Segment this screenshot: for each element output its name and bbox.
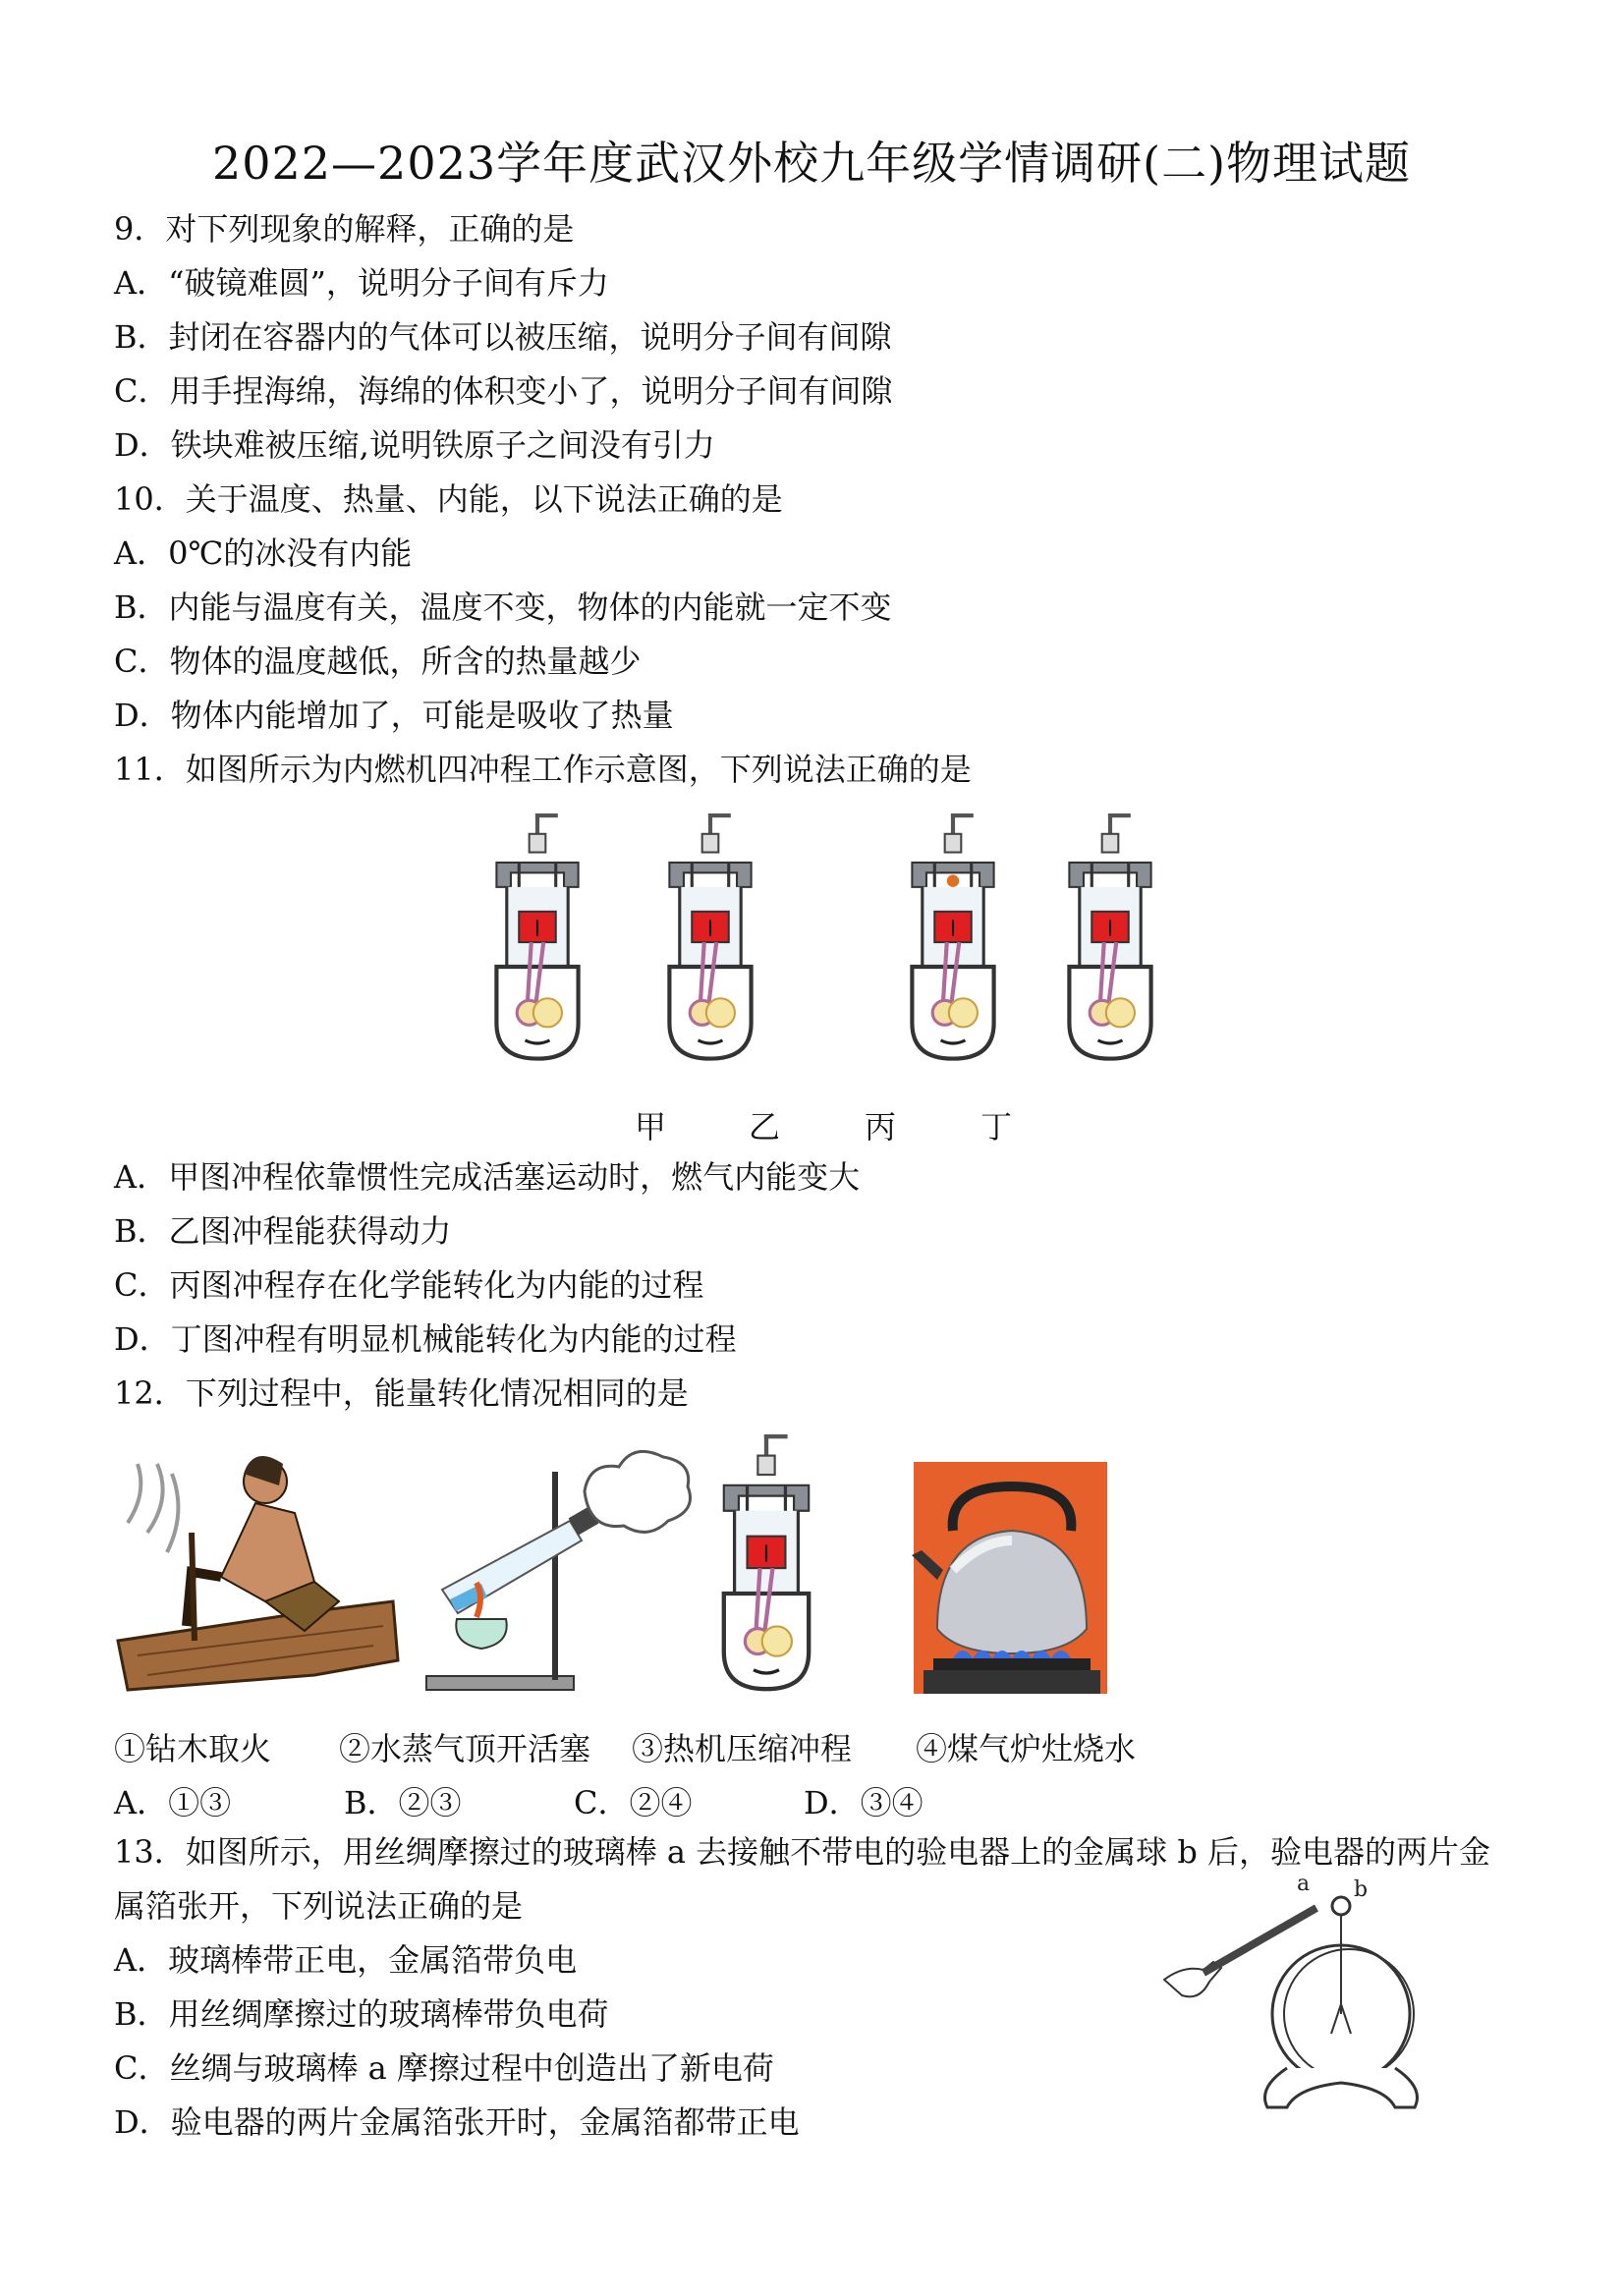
kettle-stove-icon — [914, 1462, 1107, 1694]
question-13-option-d: D．验电器的两片金属箔张开时，金属箔都带正电 — [114, 2103, 800, 2141]
electroscope-label-a: a — [1297, 1872, 1311, 1896]
question-13-option-a: A．玻璃棒带正电，金属箔带负电 — [114, 1941, 578, 1979]
question-11-option-a: A．甲图冲程依靠惯性完成活塞运动时，燃气内能变大 — [114, 1158, 861, 1196]
question-9-option-c: C．用手捏海绵，海绵的体积变小了，说明分子间有间隙 — [114, 372, 893, 410]
electroscope-icon — [1159, 1867, 1444, 2112]
question-11-option-b: B．乙图冲程能获得动力 — [114, 1212, 452, 1250]
electroscope-label-b: b — [1354, 1877, 1369, 1902]
engine-diagram-icon — [1036, 813, 1184, 1069]
caption-1: ①钻木取火 — [114, 1730, 272, 1767]
engine-diagram-icon — [688, 1434, 845, 1700]
caption-4: ④煤气炉灶烧水 — [916, 1730, 1137, 1767]
question-9-option-d: D．铁块难被压缩,说明铁原子之间没有引力 — [114, 426, 715, 464]
question-12-choice-a: A．①③ — [114, 1784, 232, 1821]
figure-label-bing: 丙 — [865, 1108, 897, 1146]
question-13-option-c: C．丝绸与玻璃棒 a 摩擦过程中创造出了新电荷 — [114, 2049, 774, 2087]
question-13-stem-line-2: 属箔张开，下列说法正确的是 — [114, 1887, 524, 1925]
question-9-option-a: A．“破镜难圆”，说明分子间有斥力 — [114, 264, 609, 302]
fire-drill-icon — [118, 1454, 403, 1700]
question-12-choice-d: D．③④ — [804, 1784, 923, 1821]
question-10-option-a: A．0℃的冰没有内能 — [114, 534, 413, 572]
question-9-stem: 9．对下列现象的解释，正确的是 — [114, 210, 575, 248]
figure-label-jia: 甲 — [635, 1108, 667, 1146]
caption-3: ③热机压缩冲程 — [632, 1730, 853, 1767]
figure-label-yi: 乙 — [749, 1108, 781, 1146]
question-11-option-c: C．丙图冲程存在化学能转化为内能的过程 — [114, 1266, 704, 1304]
question-10-option-d: D．物体内能增加了，可能是吸收了热量 — [114, 697, 674, 734]
question-9-option-b: B．封闭在容器内的气体可以被压缩，说明分子间有间隙 — [114, 318, 892, 356]
question-10-option-c: C．物体的温度越低，所含的热量越少 — [114, 643, 642, 680]
question-12-stem: 12．下列过程中，能量转化情况相同的是 — [114, 1374, 689, 1412]
question-10-stem: 10．关于温度、热量、内能，以下说法正确的是 — [114, 480, 783, 518]
question-13-option-b: B．用丝绸摩擦过的玻璃棒带负电荷 — [114, 1995, 609, 2033]
engine-diagram-icon — [637, 813, 784, 1069]
page-title: 2022—2023学年度武汉外校九年级学情调研(二)物理试题 — [211, 137, 1412, 190]
question-11-stem: 11．如图所示为内燃机四冲程工作示意图，下列说法正确的是 — [114, 751, 972, 788]
question-11-option-d: D．丁图冲程有明显机械能转化为内能的过程 — [114, 1320, 737, 1358]
question-13-stem-line-1: 13．如图所示，用丝绸摩擦过的玻璃棒 a 去接触不带电的验电器上的金属球 b 后，验电器的两片金 — [114, 1833, 1490, 1871]
question-12-choice-c: C．②④ — [574, 1784, 693, 1821]
figure-label-ding: 丁 — [980, 1108, 1013, 1146]
question-10-option-b: B．内能与温度有关，温度不变，物体的内能就一定不变 — [114, 588, 892, 626]
engine-diagram-icon — [464, 813, 611, 1069]
engine-diagram-icon — [879, 813, 1027, 1069]
caption-2: ②水蒸气顶开活塞 — [339, 1730, 591, 1767]
steam-test-tube-icon — [422, 1452, 707, 1698]
question-12-choice-b: B．②③ — [344, 1784, 462, 1821]
